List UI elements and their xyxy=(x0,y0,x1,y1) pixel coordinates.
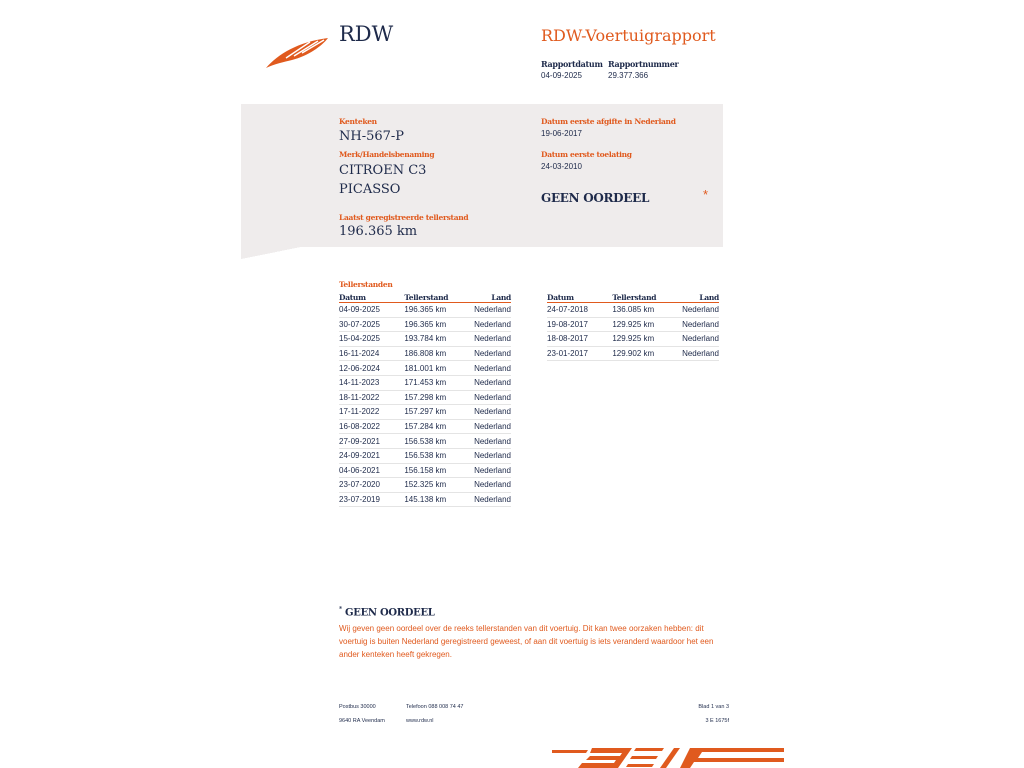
cell-reading: 196.365 km xyxy=(404,317,468,332)
brand-name: RDW xyxy=(339,22,394,46)
panel-notch xyxy=(241,247,301,259)
cell-reading: 156.158 km xyxy=(404,463,468,478)
table-row xyxy=(547,346,719,361)
cell-date: 16-08-2022 xyxy=(339,419,404,434)
footer-code: 3 E 1675f xyxy=(705,718,729,724)
column-header-date: Datum xyxy=(547,292,612,303)
cell-date: 04-09-2025 xyxy=(339,303,404,318)
cell-country: Nederland xyxy=(468,390,511,405)
column-header-country: Land xyxy=(468,292,511,303)
table-row xyxy=(339,375,511,390)
cell-date: 18-11-2022 xyxy=(339,390,404,405)
odometer-label: Laatst geregistreerde tellerstand xyxy=(339,213,469,222)
readings-section-label: Tellerstanden xyxy=(339,280,393,289)
cell-date: 30-07-2025 xyxy=(339,317,404,332)
cell-reading: 145.138 km xyxy=(404,492,468,507)
make-line2: PICASSO xyxy=(339,182,401,197)
cell-country: Nederland xyxy=(468,448,511,463)
cell-date: 23-01-2017 xyxy=(547,346,612,361)
verdict-marker: * xyxy=(703,187,709,202)
table-row xyxy=(339,332,511,347)
table-row xyxy=(339,390,511,405)
footer-address2: 9640 RA Veendam xyxy=(339,718,385,724)
table-row xyxy=(339,434,511,449)
cell-country: Nederland xyxy=(468,492,511,507)
cell-reading: 196.365 km xyxy=(404,303,468,318)
decorative-stripes-icon xyxy=(552,744,784,768)
table-row xyxy=(339,361,511,376)
cell-reading: 157.297 km xyxy=(404,405,468,420)
cell-reading: 129.925 km xyxy=(612,332,676,347)
readings-table-left xyxy=(339,292,511,507)
cell-country: Nederland xyxy=(676,303,719,318)
table-row xyxy=(339,405,511,420)
cell-country: Nederland xyxy=(468,463,511,478)
cell-date: 16-11-2024 xyxy=(339,346,404,361)
table-row xyxy=(339,492,511,507)
cell-date: 12-06-2024 xyxy=(339,361,404,376)
column-header-reading: Tellerstand xyxy=(404,292,468,303)
cell-country: Nederland xyxy=(676,317,719,332)
report-number: 29.377.366 xyxy=(608,71,649,80)
cell-date: 19-08-2017 xyxy=(547,317,612,332)
cell-date: 27-09-2021 xyxy=(339,434,404,449)
cell-country: Nederland xyxy=(468,332,511,347)
cell-date: 24-07-2018 xyxy=(547,303,612,318)
cell-date: 24-09-2021 xyxy=(339,448,404,463)
footer-address1: Postbus 30000 xyxy=(339,704,376,710)
note-marker: * xyxy=(339,606,342,613)
readings-right-body xyxy=(547,303,719,361)
table-row xyxy=(339,317,511,332)
verdict: GEEN OORDEEL xyxy=(541,191,650,205)
cell-reading: 129.925 km xyxy=(612,317,676,332)
cell-country: Nederland xyxy=(468,434,511,449)
report-number-label: Rapportnummer xyxy=(608,59,679,69)
cell-reading: 156.538 km xyxy=(404,434,468,449)
cell-country: Nederland xyxy=(676,332,719,347)
cell-reading: 157.284 km xyxy=(404,419,468,434)
readings-table-right xyxy=(547,292,719,361)
first-admission-label: Datum eerste toelating xyxy=(541,150,632,159)
note-title-text: GEEN OORDEEL xyxy=(345,607,435,619)
table-header-row xyxy=(339,292,511,303)
table-row xyxy=(339,448,511,463)
cell-reading: 136.085 km xyxy=(612,303,676,318)
cell-country: Nederland xyxy=(468,361,511,376)
rdw-logo-icon xyxy=(264,34,332,70)
cell-reading: 152.325 km xyxy=(404,478,468,493)
cell-reading: 171.453 km xyxy=(404,375,468,390)
table-row xyxy=(547,317,719,332)
cell-reading: 186.808 km xyxy=(404,346,468,361)
cell-date: 18-08-2017 xyxy=(547,332,612,347)
table-row xyxy=(339,419,511,434)
plate-label: Kenteken xyxy=(339,117,377,126)
footer-page-number: Blad 1 van 3 xyxy=(698,704,729,710)
cell-country: Nederland xyxy=(468,317,511,332)
table-row xyxy=(547,332,719,347)
odometer-value: 196.365 km xyxy=(339,224,418,239)
cell-reading: 156.538 km xyxy=(404,448,468,463)
cell-date: 04-06-2021 xyxy=(339,463,404,478)
cell-country: Nederland xyxy=(468,419,511,434)
cell-reading: 181.001 km xyxy=(404,361,468,376)
column-header-date: Datum xyxy=(339,292,404,303)
report-date: 04-09-2025 xyxy=(541,71,582,80)
cell-date: 17-11-2022 xyxy=(339,405,404,420)
report-title: RDW-Voertuigrapport xyxy=(541,26,716,45)
readings-left-body xyxy=(339,303,511,507)
footer-website[interactable]: www.rdw.nl xyxy=(406,718,434,724)
table-row xyxy=(339,463,511,478)
cell-date: 23-07-2019 xyxy=(339,492,404,507)
cell-country: Nederland xyxy=(468,478,511,493)
cell-reading: 193.784 km xyxy=(404,332,468,347)
make-line1: CITROEN C3 xyxy=(339,163,427,178)
cell-reading: 129.902 km xyxy=(612,346,676,361)
cell-date: 23-07-2020 xyxy=(339,478,404,493)
table-row xyxy=(339,303,511,318)
cell-date: 15-04-2025 xyxy=(339,332,404,347)
note-title xyxy=(339,606,435,618)
report-date-label: Rapportdatum xyxy=(541,59,603,69)
first-admission-date: 24-03-2010 xyxy=(541,162,582,171)
cell-country: Nederland xyxy=(468,346,511,361)
table-row xyxy=(339,346,511,361)
plate-value: NH-567-P xyxy=(339,129,405,144)
cell-reading: 157.298 km xyxy=(404,390,468,405)
table-row xyxy=(339,478,511,493)
cell-country: Nederland xyxy=(468,303,511,318)
column-header-country: Land xyxy=(676,292,719,303)
cell-country: Nederland xyxy=(676,346,719,361)
note-body: Wij geven geen oordeel over de reeks tellerstanden van dit voertuig. Dit kan twee oorzaken hebben: dit voertuig is buiten Nederland geregistreerd geweest, of aan dit voertuig is iets veranderd waardoor het een ander kenteken heeft gekregen. xyxy=(339,624,714,659)
footer-phone: Telefoon 088 008 74 47 xyxy=(406,704,464,710)
table-header-row xyxy=(547,292,719,303)
first-nl-date: 19-06-2017 xyxy=(541,129,582,138)
table-row xyxy=(547,303,719,318)
cell-date: 14-11-2023 xyxy=(339,375,404,390)
make-label: Merk/Handelsbenaming xyxy=(339,150,435,159)
column-header-reading: Tellerstand xyxy=(612,292,676,303)
cell-country: Nederland xyxy=(468,375,511,390)
first-nl-label: Datum eerste afgifte in Nederland xyxy=(541,117,676,126)
cell-country: Nederland xyxy=(468,405,511,420)
